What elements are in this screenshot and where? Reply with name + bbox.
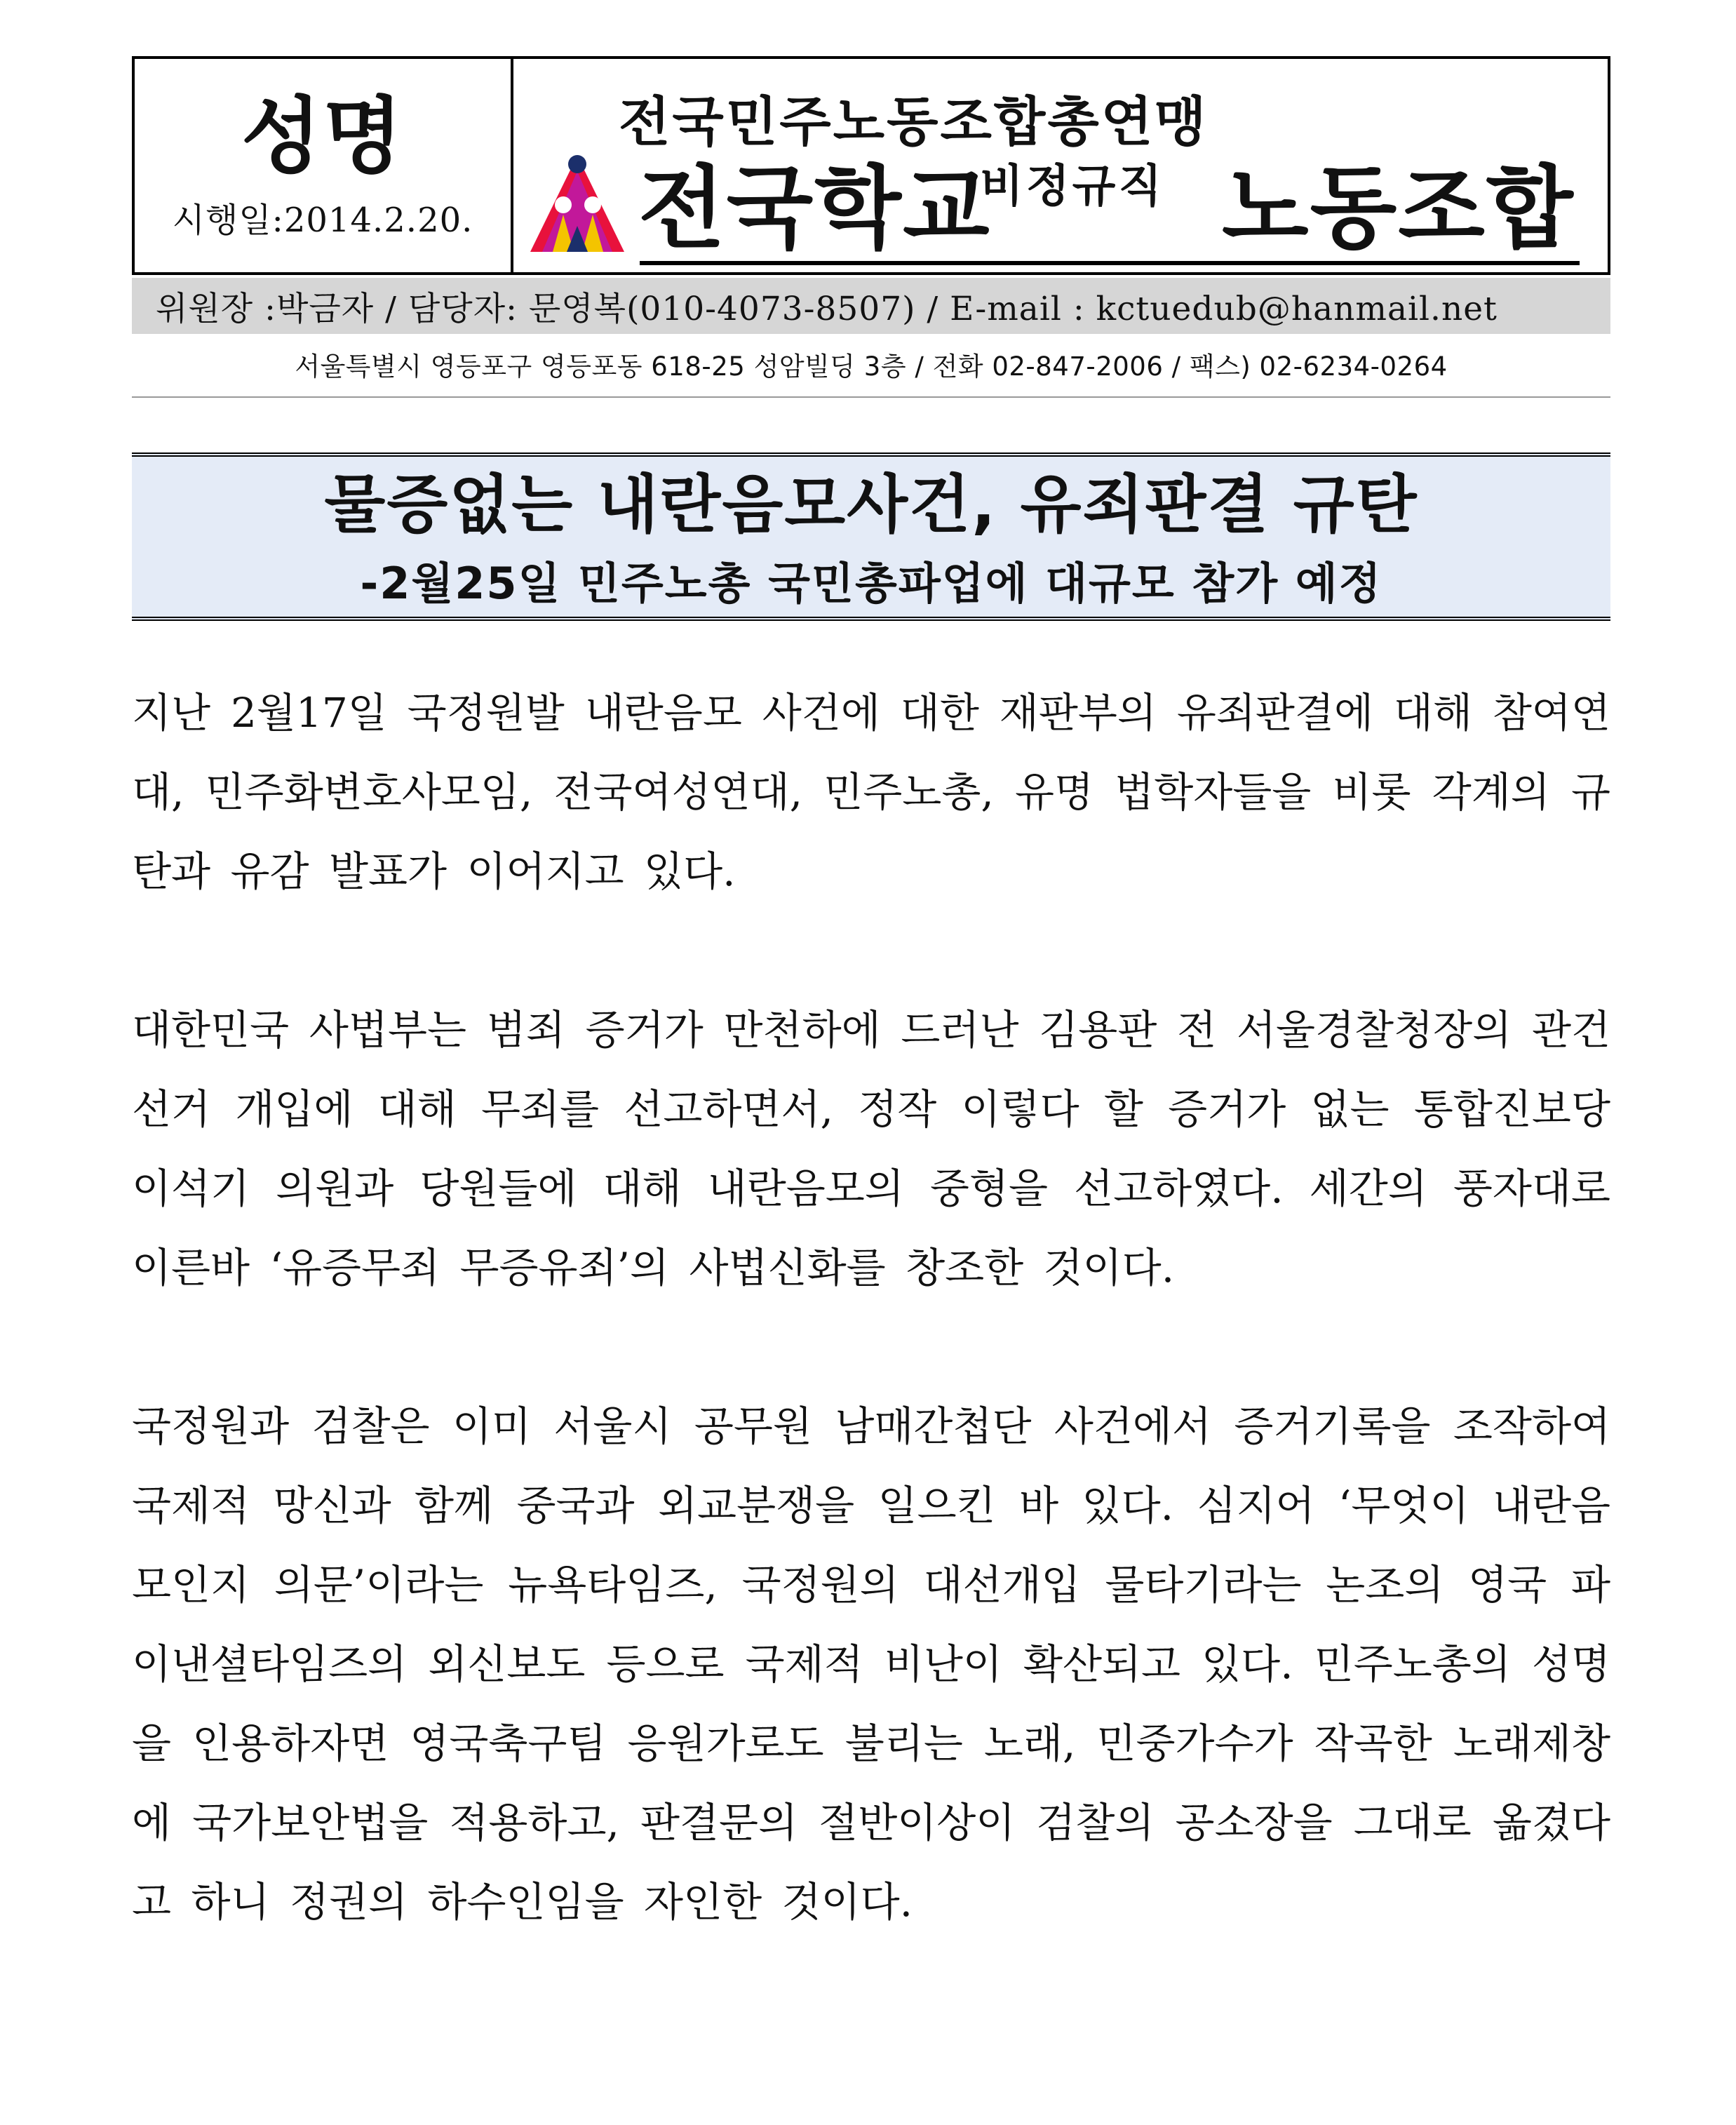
statement-title: 물증없는 내란음모사건, 유죄판결 규탄 [324, 468, 1418, 542]
organization-name-part3: 노동조합 [1222, 156, 1575, 261]
body-paragraph: 국정원과 검찰은 이미 서울시 공무원 남매간첩단 사건에서 증거기록을 조작하여 국제적 망신과 함께 중국과 외교분쟁을 일으킨 바 있다. 심지어 ‘무엇이 내란음모인지 의문’이라는 뉴욕타임즈, 국정원의 대선개입 물타기라는 논조의 영국 파이낸셜타임즈의 외신보도 등으로 국제적 비난이 확산되고 있다. 민주노총의 성명을 인용하자면 영국축구팀 응원가로도 불리는 노래, 민중가수가 작곡한 노래제창에 국가보안법을 적용하고, 판결문의 절반이상이 검찰의 공소장을 그대로 옮겼다고 하니 정권의 하수인임을 자인한 것이다. [132, 1402, 1610, 1926]
body-paragraph: 대한민국 사법부는 범죄 증거가 만천하에 드러난 김용판 전 서울경찰청장의 관건선거 개입에 대해 무죄를 선고하면서, 정작 이렇다 할 증거가 없는 통합진보당 이석기 의원과 당원들에 대해 내란음모의 중형을 선고하였다. 세간의 풍자대로 이른바 ‘유증무죄 무증유죄’의 사법신화를 창조한 것이다. [132, 1006, 1610, 1292]
organization-underline [640, 261, 1580, 265]
statement-subtitle: -2월25일 민주노총 국민총파업에 대규모 참가 예정 [360, 557, 1382, 609]
statement-header [132, 56, 1610, 275]
contact-info [132, 278, 1610, 334]
organization-name-part1: 전국학교 [638, 156, 991, 261]
doc-type-panel [135, 59, 513, 272]
issue-date: 시행일:2014.2.20. [172, 200, 473, 240]
doc-type-label: 성명 [241, 87, 404, 185]
organization-name-part2: 비정규직 [980, 161, 1165, 213]
contact-line: 위원장 :박금자 / 담당자: 문영복(010-4073-8507) / E-mail : kctuedub@hanmail.net [156, 289, 1498, 328]
address-line: 서울특별시 영등포구 영등포동 618-25 성암빌딩 3층 / 전화 02-847-2006 / 팩스) 02-6234-0264 [295, 351, 1448, 382]
parent-organization: 전국민주노동조합총연맹 [619, 91, 1209, 153]
title-box [132, 453, 1610, 621]
union-logo-icon [525, 150, 630, 255]
organization-panel [513, 59, 1608, 272]
body-paragraph: 지난 2월17일 국정원발 내란음모 사건에 대한 재판부의 유죄판결에 대해 참여연대, 민주화변호사모임, 전국여성연대, 민주노총, 유명 법학자들을 비롯 각계의 규탄과 유감 발표가 이어지고 있다. [132, 689, 1610, 895]
divider [132, 396, 1610, 398]
statement-body [132, 673, 1610, 2021]
